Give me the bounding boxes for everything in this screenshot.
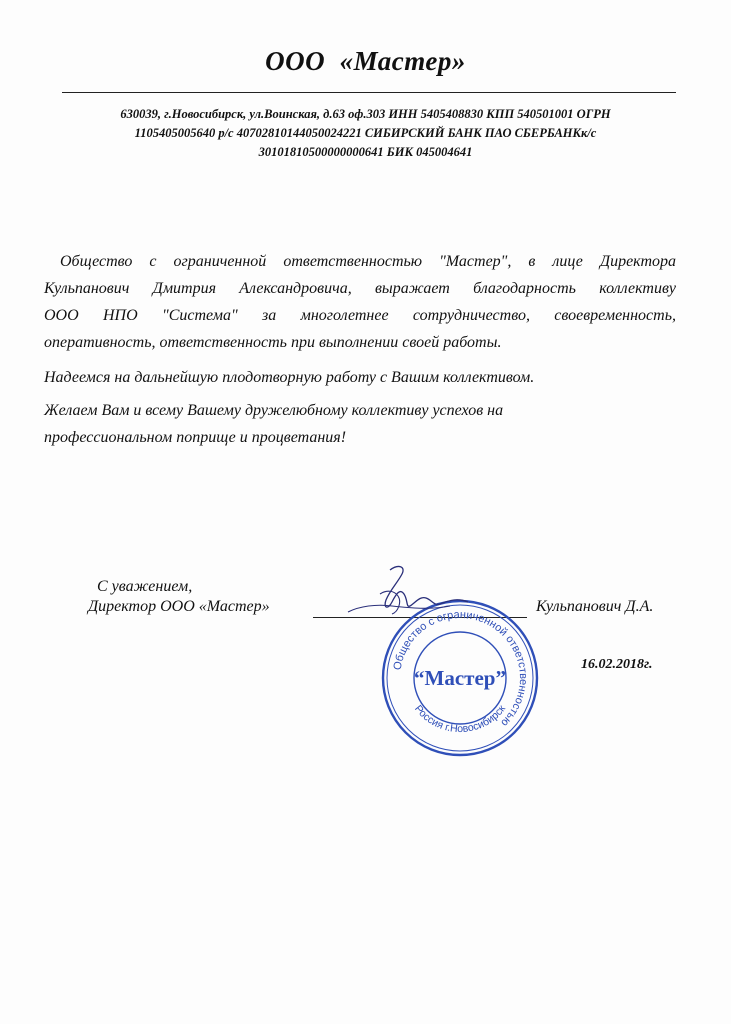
paragraph-line: ООО НПО "Система" за многолетнее сотрудничество, своевременность,: [44, 307, 676, 324]
letter-date: 16.02.2018г.: [581, 657, 653, 672]
hope-paragraph: [44, 364, 676, 391]
stamp-bottom-text: Россия г.Новосибирск: [412, 702, 508, 736]
paragraph-line: Желаем Вам и всему Вашему дружелюбному коллективу успехов на: [44, 402, 504, 419]
requisites-line: 630039, г.Новосибирск, ул.Воинская, д.63 оф.303 ИНН 5405408830 КПП 540501001 ОГРН: [120, 107, 611, 121]
paragraph-line: Общество с ограниченной ответственностью "Мастер", в лице Директора: [60, 253, 676, 270]
paragraph-line: Кульпанович Дмитрия Александровича, выражает благодарность коллективу: [44, 280, 676, 297]
header-divider: [62, 92, 676, 93]
company-title: ООО «Мастер»: [265, 46, 466, 76]
requisites-line: 30101810500000000641 БИК 045004641: [258, 145, 473, 159]
gratitude-paragraph: [44, 248, 676, 356]
handwritten-signature: [340, 560, 480, 640]
paragraph-line: Надеемся на дальнейшую плодотворную работу с Вашим коллективом.: [44, 369, 535, 386]
stamp-center-text: “Мастер”: [414, 666, 506, 690]
signer-name: Кульпанович Д.А.: [536, 598, 654, 615]
paragraph-line: оперативность, ответственность при выполнении своей работы.: [44, 334, 502, 351]
paragraph-line: профессиональном поприще и процветания!: [44, 429, 347, 446]
requisites-line: 1105405005640 р/с 40702810144050024221 СИБИРСКИЙ БАНК ПАО СБЕРБАНКк/с: [134, 126, 597, 140]
wishes-paragraph: [44, 397, 676, 451]
svg-text:Россия г.Новосибирск: [412, 703, 508, 735]
signer-position: Директор ООО «Мастер»: [88, 598, 270, 615]
closing-salutation: С уважением,: [97, 578, 193, 595]
company-requisites: [40, 105, 691, 162]
stamp-outer-text: Общество с ограниченной ответственностью: [391, 608, 530, 729]
